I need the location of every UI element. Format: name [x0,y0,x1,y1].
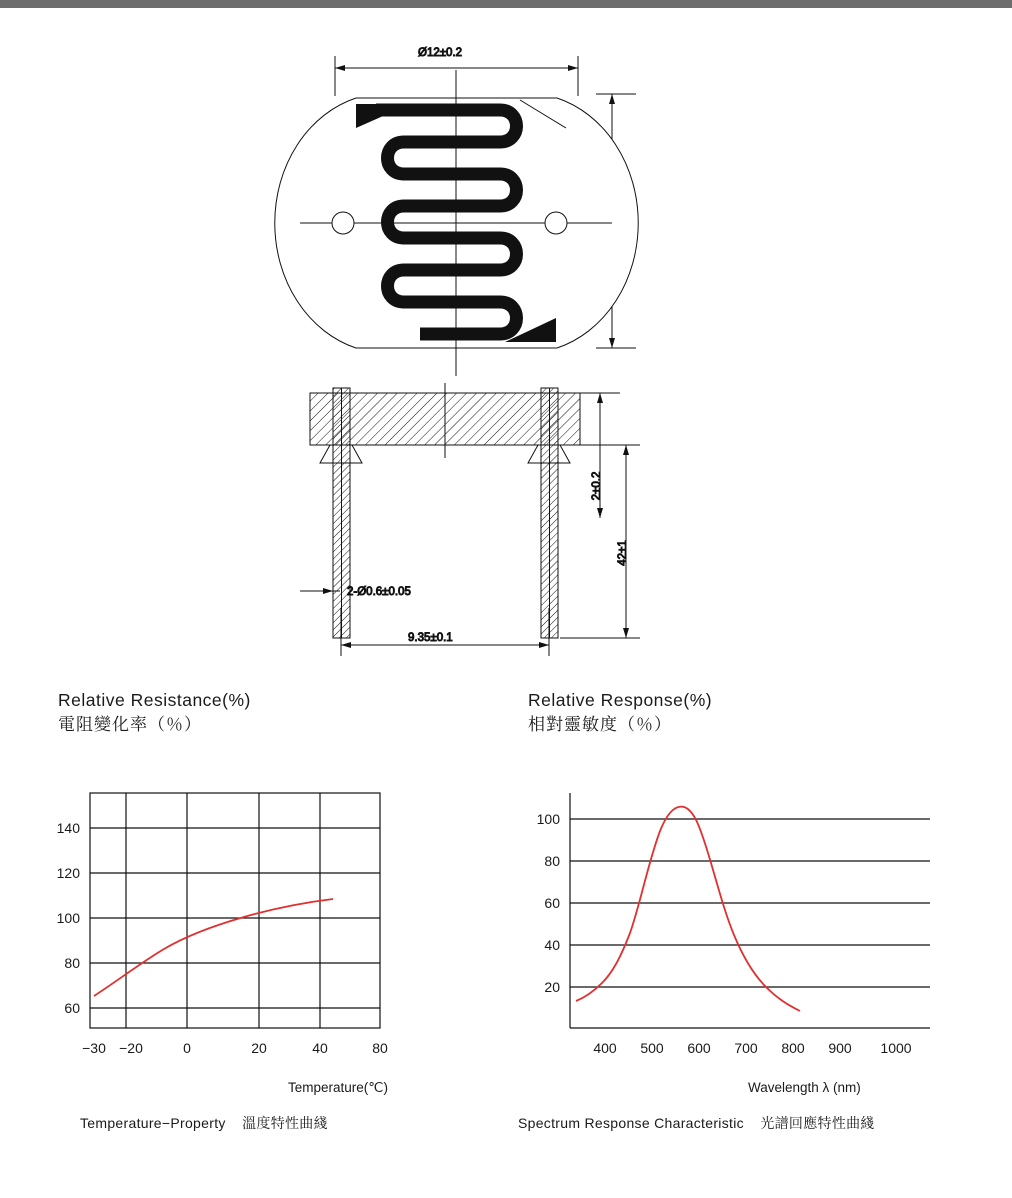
mount-hole-right [545,212,567,234]
dim-lead-length-label: 42±1 [617,540,629,566]
dim-lead-spacing-label: 9.35±0.1 [408,632,453,644]
dim-thickness-label: 2±0.2 [591,471,603,501]
chart-right-ytick-40: 40 [544,937,560,953]
chart-left-ytick-140: 140 [56,820,80,836]
chart-right-xtick-400: 400 [593,1040,617,1056]
chart-right-xtick-700: 700 [734,1040,758,1056]
mount-hole-left [332,212,354,234]
chart-left-title [80,1113,328,1133]
chart-left-ytick-120: 120 [56,865,80,881]
dim-lead-diameter-label: 2-Ø0.6±0.05 [347,586,411,598]
chart-right-xtick-600: 600 [687,1040,711,1056]
chart-right-xtick-1000: 1000 [880,1040,912,1056]
chart-left-xtick-0: 0 [183,1040,191,1056]
chart-right-xtick-900: 900 [828,1040,852,1056]
chart-right-curve [576,807,800,1011]
chart-left-ytick-60: 60 [64,1000,80,1016]
chart-left-xtick-80: 80 [372,1040,388,1056]
chart-right-ytick-100: 100 [536,811,560,827]
chart-left-heading-en: Relative Resistance(%) [58,690,251,710]
chart-right-xtick-500: 500 [640,1040,664,1056]
chart-left-ytick-80: 80 [64,955,80,971]
mechanical-drawing [0,8,1012,668]
chart-right-ytick-80: 80 [544,853,560,869]
chart-right-ytick-60: 60 [544,895,560,911]
top-divider-bar [0,0,1012,8]
chart-right-title-en: Spectrum Response Characteristic [518,1115,744,1131]
chart-left-ytick-100: 100 [56,910,80,926]
chart-right-heading [528,688,970,738]
chart-right-plot [500,783,970,1073]
chart-right-ytick-20: 20 [544,979,560,995]
chart-right-heading-en: Relative Response(%) [528,690,713,710]
chart-left-heading [58,688,500,738]
datasheet-sheet [0,8,1012,1198]
chart-right-title [518,1113,875,1133]
chart-left-title-en: Temperature−Property [80,1115,226,1131]
characteristic-curves [0,688,1012,1168]
chart-right-x-caption: Wavelength λ (nm) [748,1080,861,1095]
chart-left-xtick--30: −30 [82,1040,106,1056]
chart-left-x-caption: Temperature(℃) [288,1080,388,1095]
chart-spectrum-response [500,688,970,1158]
chart-left-title-cjk: 溫度特性曲綫 [242,1115,328,1131]
chart-right-title-cjk: 光譜回應特性曲綫 [760,1115,875,1131]
chart-left-heading-cjk: 電阻變化率（％） [58,715,202,735]
dim-diameter-label: Ø12±0.2 [418,47,463,59]
chart-left-plot [30,783,500,1073]
chart-left-xtick-40: 40 [312,1040,328,1056]
chart-left-xtick--20: −20 [119,1040,143,1056]
chart-left-curve [94,899,333,996]
chart-temperature-property [30,688,500,1158]
chart-left-xtick-20: 20 [251,1040,267,1056]
chart-right-xtick-800: 800 [781,1040,805,1056]
chart-right-heading-cjk: 相對靈敏度（％） [528,715,672,735]
